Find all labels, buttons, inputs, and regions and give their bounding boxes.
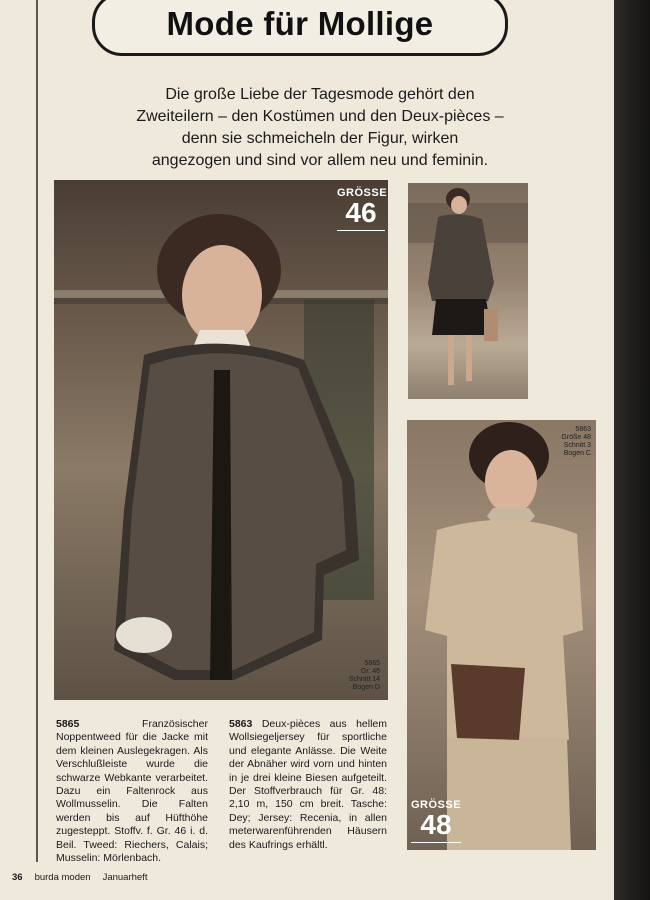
article-text-5863 [229,718,387,852]
size-badge-label: GRÖSSE [337,187,388,199]
intro-paragraph [80,84,560,172]
caption-line: Gr. 46 [360,668,380,675]
size-badge-rule [337,230,385,231]
article-body: Französischer Noppentweed für die Jacke mit dem kleinen Auslegekragen. Als Verschlußleiste wurde die schwarze Webkante verarbeitet. Dazu ein Faltenrock aus Wollmusselin. Die Falten werden bis auf Hüfthöhe zugesteppt. Stoffv. f. Gr. 46 i. d. Beil. Tweed: Riechers, Calais; Musselin: Mörlenbach. [56,718,208,865]
caption-line: 5865 [364,660,380,667]
caption-line: Schnitt 14 [348,676,380,683]
size-badge-48 [411,800,461,843]
photo-caption-5865 [332,660,380,692]
caption-line: Bogen D [352,684,380,691]
page-title: Mode für Mollige [92,0,508,56]
full-figure-photo [408,183,528,399]
article-model-number: 5865 [56,718,80,730]
page-footer [12,872,147,883]
left-margin-rule [36,0,38,862]
page-number: 36 [12,872,23,883]
adjacent-page-edge [614,0,650,900]
photo-caption-5863 [547,426,591,458]
article-model-number: 5863 [229,718,253,730]
issue-name: Januarheft [102,872,148,883]
size-badge-number: 46 [345,197,377,228]
full-figure-illustration [408,183,528,399]
article-body: Deux-pièces aus hellem Wollsiegeljersey für sportliche und elegante Anlässe. Die Weite der Abnäher wird vorn und hinten in je drei kleine Biesen aufgeteilt. Der Stoffverbrauch für Gr. 48: 2,10 m, 150 cm breit. Tasche: Dey; Jersey: Recenia, in allen meterwarenführenden Häusern des Kaufrings erhältl. [229,718,388,851]
main-fashion-photo [54,180,388,700]
caption-line: Größe 48 [561,434,591,441]
size-badge-rule [411,842,461,843]
second-fashion-photo [407,420,596,850]
intro-line: angezogen und sind vor allem neu und feminin. [151,152,489,169]
caption-line: Bogen C [563,450,591,457]
caption-line: 5863 [575,426,591,433]
magazine-name: burda moden [34,872,91,883]
size-badge-number: 48 [420,809,452,840]
size-badge-46 [337,187,388,231]
article-text-5865 [56,718,208,865]
main-photo-illustration [54,180,388,700]
intro-line: Zweiteilern – den Kostümen und den Deux-pièces – [136,108,504,125]
size-badge-label: GRÖSSE [411,799,462,811]
intro-line: denn sie schmeicheln der Figur, wirken [181,130,459,147]
second-photo-illustration [407,420,596,850]
caption-line: Schnitt 3 [563,442,591,449]
intro-line: Die große Liebe der Tagesmode gehört den [165,86,475,103]
